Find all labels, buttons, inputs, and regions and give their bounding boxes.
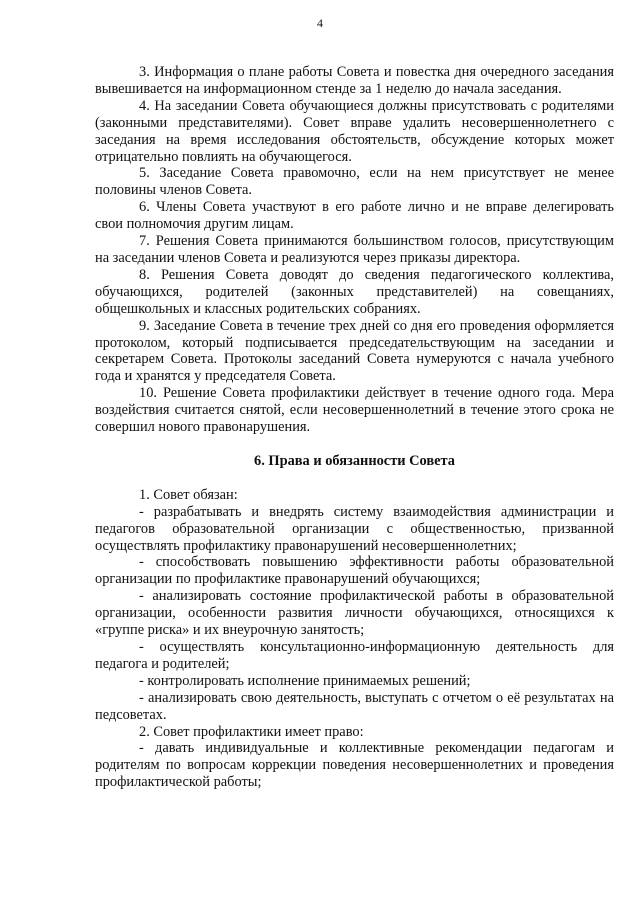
duty-item: - анализировать состояние профилактической работы в образовательной организации, особенности развития личности обучающихся, относящихся к «группе риска» и их внеурочную занятость; <box>95 588 614 639</box>
document-body <box>95 64 614 791</box>
paragraph-9: 9. Заседание Совета в течение трех дней со дня его проведения оформляется протоколом, который подписывается председательствующим на заседании и секретарем Совета. Протоколы заседаний Совета нумеруются с начала учебного года и хранятся у председателя Совета. <box>95 317 614 385</box>
right-item: - давать индивидуальные и коллективные рекомендации педагогам и родителям по вопросам коррекции поведения несовершеннолетних и проведения профилактической работы; <box>95 740 614 791</box>
duty-item: - осуществлять консультационно-информационную деятельность для педагога и родителей; <box>95 639 614 672</box>
duty-item: - контролировать исполнение принимаемых решений; <box>139 672 471 689</box>
paragraph-4: 4. На заседании Совета обучающиеся должны присутствовать с родителями (законными представителями). Совет вправе удалить несовершеннолетнего с заседания на время исследования обстоятельств, обсуждение которых может отрицательно повлиять на обучающегося. <box>95 97 614 165</box>
section-heading: 6. Права и обязанности Совета <box>254 452 455 469</box>
duty-item: - способствовать повышению эффективности работы образовательной организации по профилактике правонарушений обучающихся; <box>95 554 614 588</box>
paragraph-7: 7. Решения Совета принимаются большинством голосов, присутствующим на заседании членов Совета и реализуются через приказы директора. <box>95 233 614 266</box>
paragraph-3: 3. Информация о плане работы Совета и повестка дня очередного заседания вывешивается на информационном стенде за 1 неделю до начала заседания. <box>95 64 614 97</box>
page-number: 4 <box>317 16 323 30</box>
paragraph-10: 10. Решение Совета профилактики действует в течение одного года. Мера воздействия считается снятой, если несовершеннолетний в течение этого срока не совершил нового правонарушения. <box>95 385 614 436</box>
duty-item: - разрабатывать и внедрять систему взаимодействия администрации и педагогов образовательной организации с общественностью, призванной осуществлять профилактику правонарушений несовершеннолетних; <box>95 503 614 554</box>
duty-item: - анализировать свою деятельность, выступать с отчетом о её результатах на педсоветах. <box>95 689 614 723</box>
paragraph-6: 6. Члены Совета участвуют в его работе лично и не вправе делегировать свои полномочия другим лицам. <box>95 199 614 233</box>
duties-intro: 1. Совет обязан: <box>139 486 238 503</box>
rights-intro: 2. Совет профилактики имеет право: <box>139 723 364 740</box>
paragraph-5: 5. Заседание Совета правомочно, если на нем присутствует не менее половины членов Совета. <box>95 165 614 199</box>
paragraph-8: 8. Решения Совета доводят до сведения педагогического коллектива, обучающихся, родителей (законных представителей) на совещаниях, общешкольных и классных родительских собраниях. <box>95 266 614 317</box>
